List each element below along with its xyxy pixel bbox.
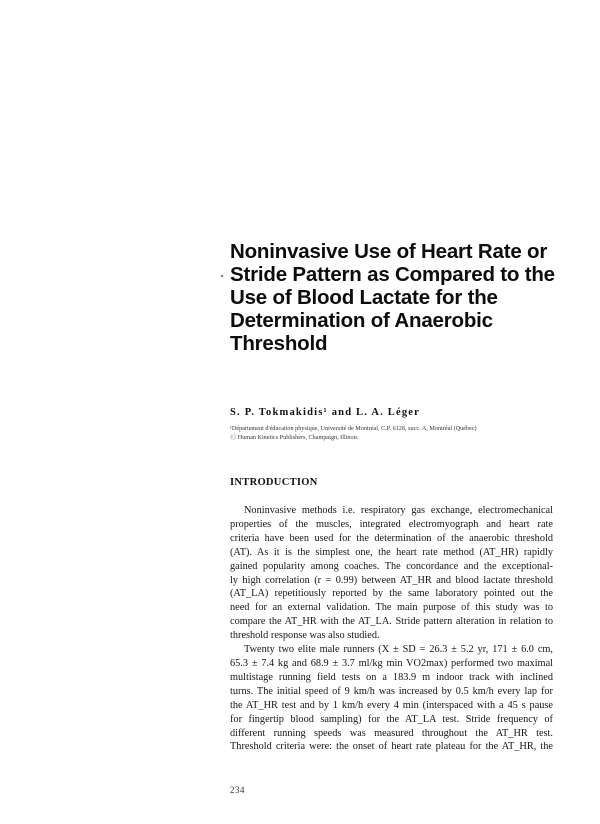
body-line: Noninvasive methods i.e. respiratory gas exchange, electromechanical [244, 505, 553, 516]
body-line: (AT_LA) repetitiously reported by the same laboratory pointed out the [230, 588, 553, 600]
body-line: ly high correlation (r = 0.99) between AT_HR and blood lactate threshold [230, 574, 553, 586]
body-line: turns. The initial speed of 9 km/h was increased by 0.5 km/h every lap for [230, 685, 553, 697]
author-line: S. P. Tokmakidis¹ and L. A. Léger [230, 407, 420, 418]
body-line: gained popularity among coaches. The concordance and the exceptional- [230, 560, 553, 572]
title-line: Threshold [230, 332, 328, 355]
body-line: threshold response was also studied. [230, 630, 380, 642]
title-line: Noninvasive Use of Heart Rate or [230, 240, 548, 263]
body-line: criteria have been used for the determination of the anaerobic threshold [230, 532, 553, 544]
body-line: the AT_HR test and by 1 km/h every 4 min (interspaced with a 45 s pause [230, 699, 553, 711]
body-line: different running speeds was measured throughout the AT_HR test. [230, 727, 553, 739]
article-title [230, 240, 560, 355]
affiliation-line: ¹Département d'éducation physique, Université de Montréal, C.P. 6128, succ. A, Montréal (Québec) [230, 425, 477, 432]
body-line: 65.3 ± 7.4 kg and 68.9 ± 3.7 ml/kg min VO2max) performed two maximal [230, 657, 553, 669]
affiliation-line: Ⓒ Human Kinetics Publishers, Champaign, Illinois [230, 433, 358, 441]
body-line: Twenty two elite male runners (X ± SD = 26.3 ± 5.2 yr, 171 ± 6.0 cm, [244, 644, 553, 656]
section-heading: INTRODUCTION [230, 477, 318, 488]
margin-mark [221, 275, 223, 277]
body-line: for fingertip blood sampling) for the AT_LA test. Stride frequency of [230, 713, 553, 725]
body-line: (AT). As it is the simplest one, the heart rate method (AT_HR) rapidly [230, 546, 553, 558]
body-line: Threshold criteria were: the onset of heart rate plateau for the AT_HR, the [230, 741, 553, 753]
body-line: need for an external validation. The main purpose of this study was to [230, 602, 553, 614]
body-line: multistage running field tests on a 183.9 m indoor track with inclined [230, 671, 553, 683]
title-line: Use of Blood Lactate for the [230, 286, 498, 309]
title-line: Stride Pattern as Compared to the [230, 263, 555, 286]
body-line: compare the AT_HR with the AT_LA. Stride pattern alteration in relation to [230, 616, 553, 628]
affiliation [230, 425, 560, 442]
body-line: properties of the muscles, integrated electromyograph and heart rate [230, 518, 553, 530]
title-line: Determination of Anaerobic [230, 309, 493, 332]
page-number: 234 [230, 785, 245, 795]
body-text [230, 504, 553, 754]
